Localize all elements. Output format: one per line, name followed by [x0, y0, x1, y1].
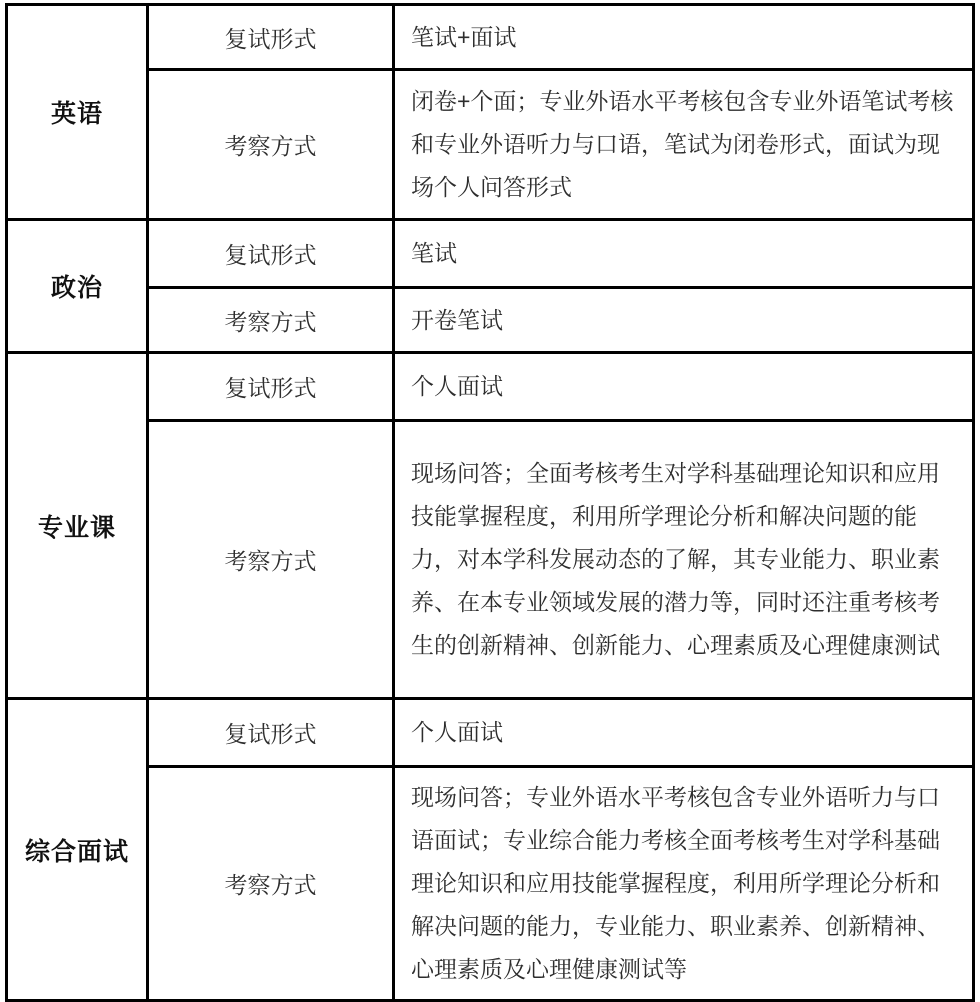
politics-assessment-method-value: 开卷笔试	[394, 288, 974, 353]
comprehensive-interview-assessment-method-value: 现场问答；专业外语水平考核包含专业外语听力与口语面试；专业综合能力考核全面考核考生对学科基础理论知识和应用技能掌握程度，利用所学理论分析和解决问题的能力，专业能力、职业素养、创新精神、心理素质及心理健康测试等	[394, 767, 974, 1001]
comprehensive-interview-exam-form-value: 个人面试	[394, 699, 974, 767]
table-row	[7, 699, 974, 767]
subject-cell-english: 英语	[7, 5, 148, 220]
subject-cell-specialized-course: 专业课	[7, 353, 148, 699]
english-assessment-method-value: 闭卷+个面；专业外语水平考核包含专业外语笔试考核和专业外语听力与口语，笔试为闭卷形式，面试为现场个人问答形式	[394, 70, 974, 220]
table-row	[7, 767, 974, 1001]
review-table	[5, 3, 975, 1002]
specialized-course-exam-form-value: 个人面试	[394, 353, 974, 421]
assessment-method-label: 考察方式	[148, 767, 394, 1001]
table-row	[7, 353, 974, 421]
exam-form-label: 复试形式	[148, 699, 394, 767]
exam-form-label: 复试形式	[148, 5, 394, 70]
assessment-method-label: 考察方式	[148, 288, 394, 353]
specialized-course-assessment-method-value: 现场问答；全面考核考生对学科基础理论知识和应用技能掌握程度，利用所学理论分析和解决问题的能力，对本学科发展动态的了解，其专业能力、职业素养、在本专业领域发展的潜力等，同时还注重考核考生的创新精神、创新能力、心理素质及心理健康测试	[394, 421, 974, 699]
english-exam-form-value: 笔试+面试	[394, 5, 974, 70]
table-row	[7, 421, 974, 699]
table-row	[7, 5, 974, 70]
subject-cell-comprehensive-interview: 综合面试	[7, 699, 148, 1001]
assessment-method-label: 考察方式	[148, 421, 394, 699]
exam-form-label: 复试形式	[148, 353, 394, 421]
assessment-method-label: 考察方式	[148, 70, 394, 220]
politics-exam-form-value: 笔试	[394, 220, 974, 288]
table-row	[7, 220, 974, 288]
table-row	[7, 288, 974, 353]
table-row	[7, 70, 974, 220]
subject-cell-politics: 政治	[7, 220, 148, 353]
exam-form-label: 复试形式	[148, 220, 394, 288]
